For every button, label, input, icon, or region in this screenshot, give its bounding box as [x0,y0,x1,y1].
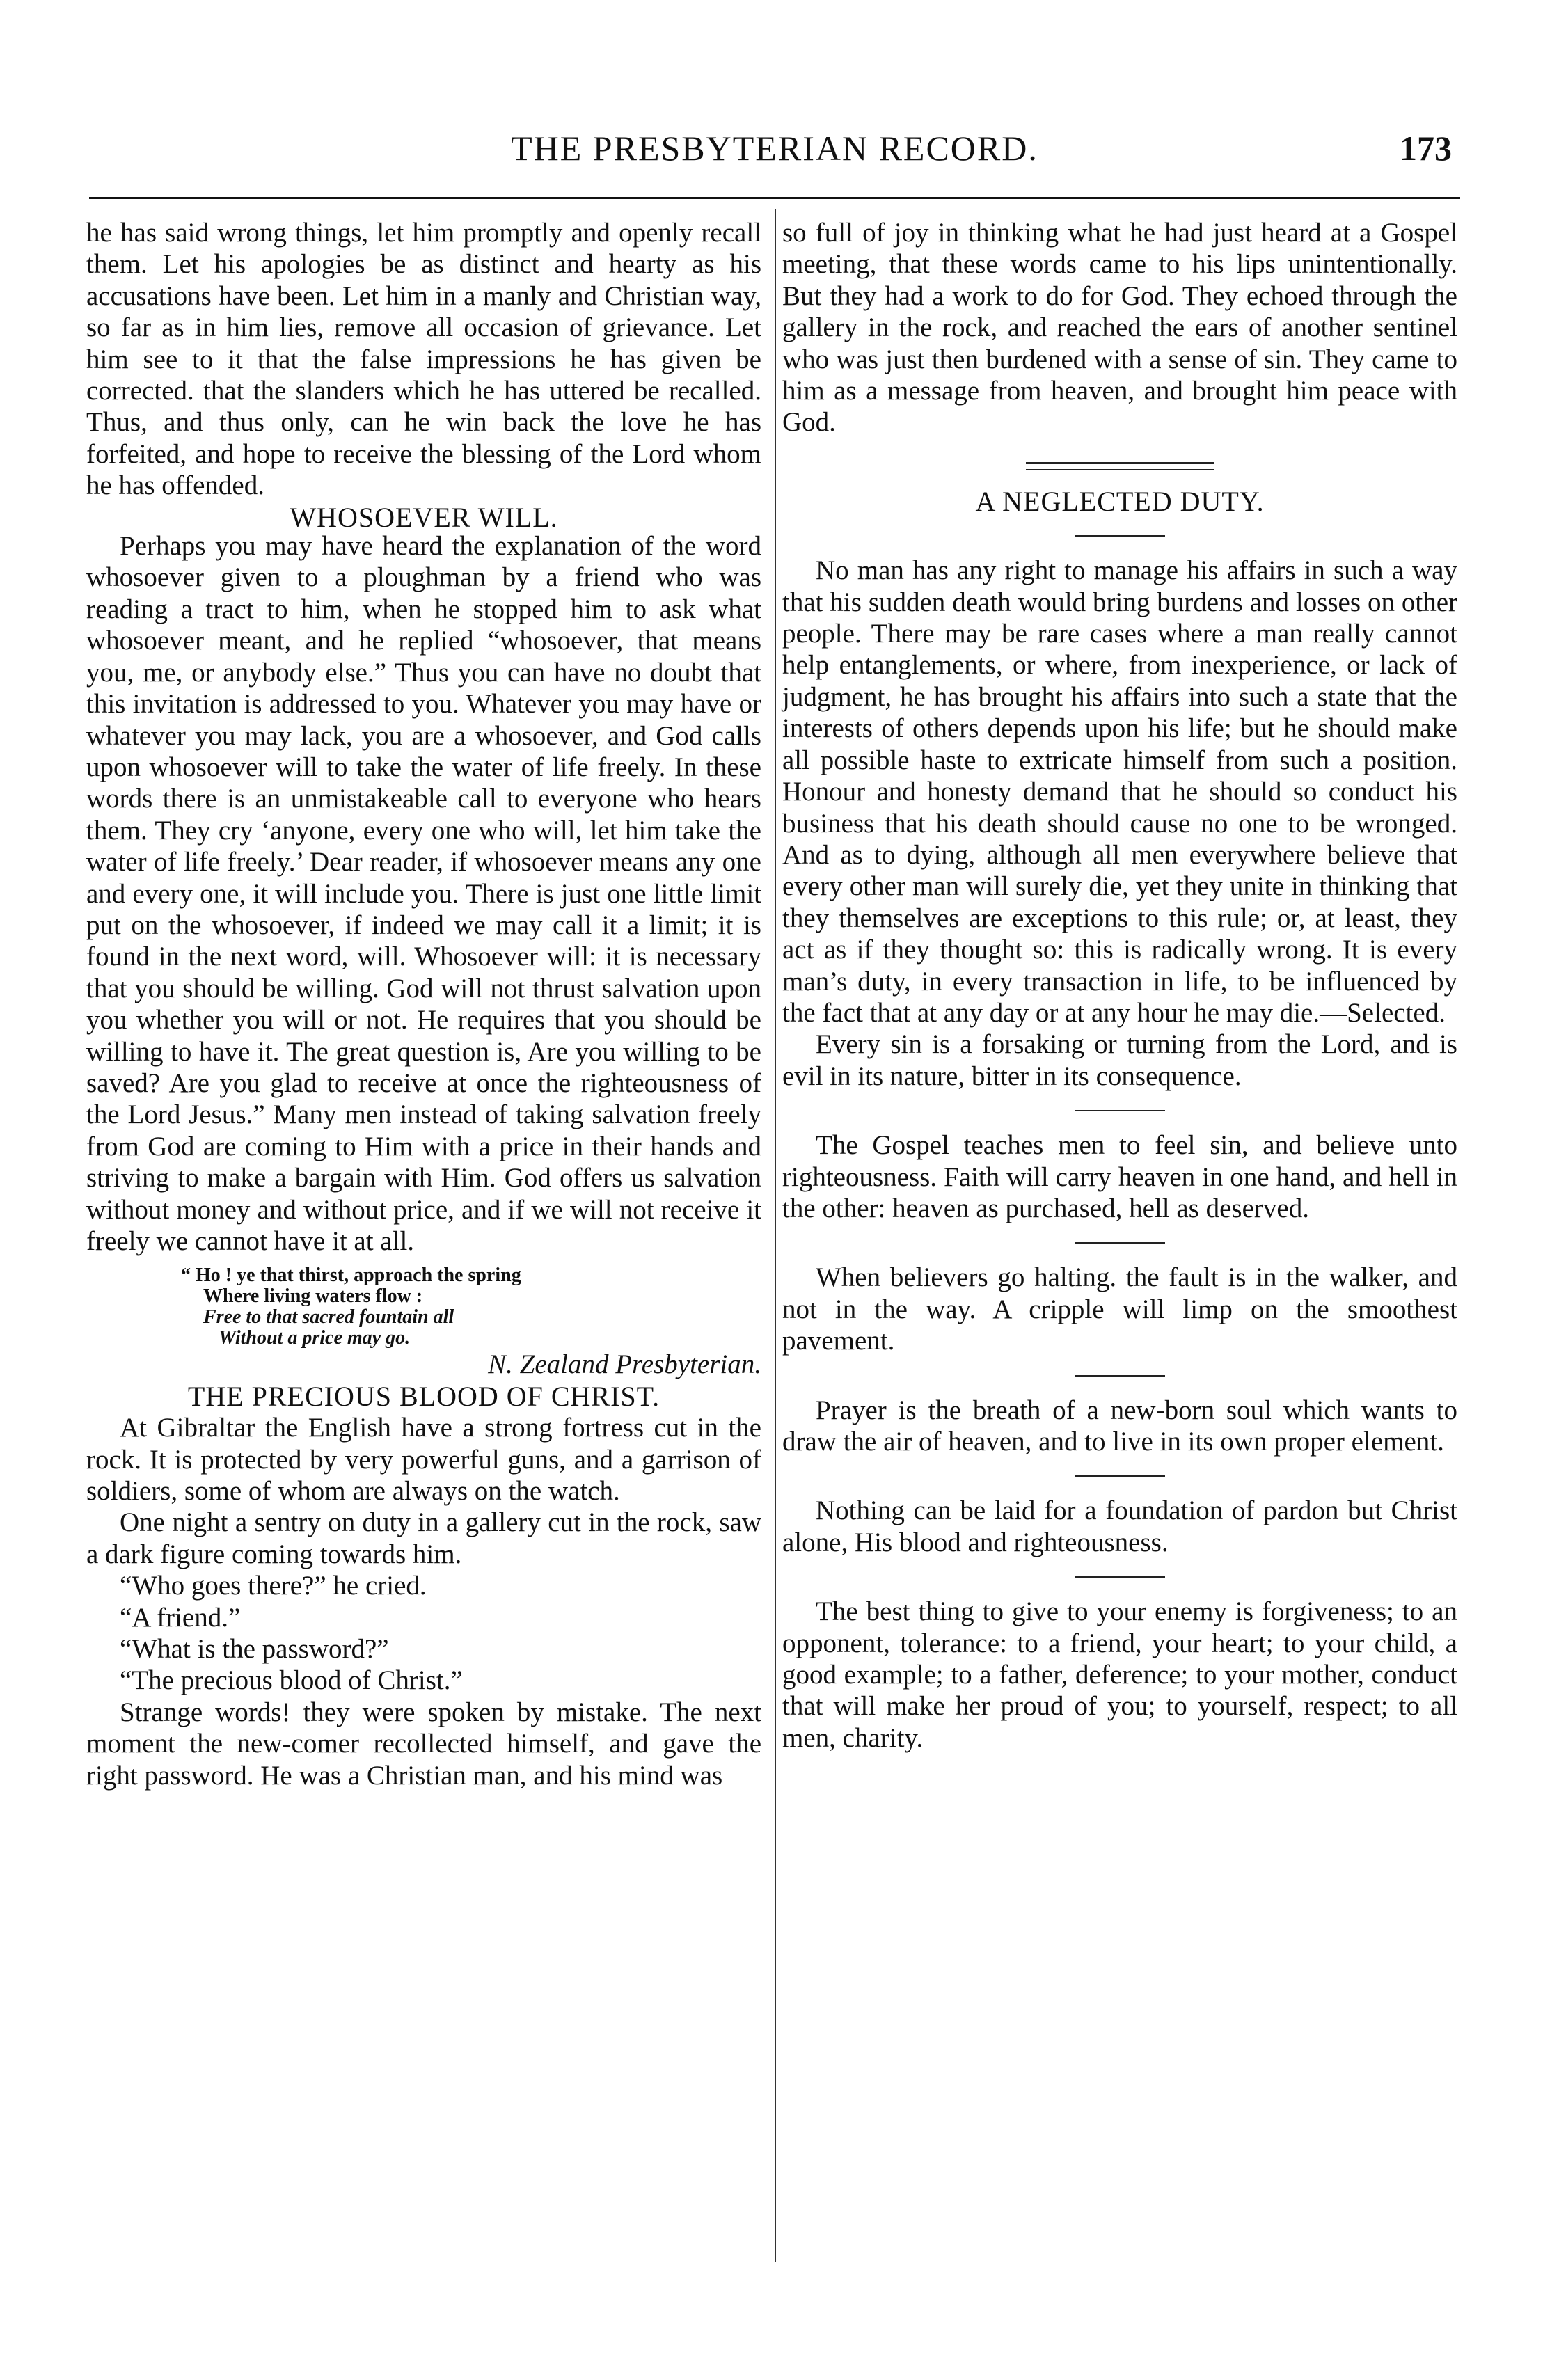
neglected-duty-paragraph: No man has any right to manage his affairs in such a way that his sudden death would bring burdens and losses on other people. There may be rare cases where a man really cannot help entanglements, or where, from inexperience, or lack of judgment, he has brought his affairs into such a state that the interests of others depends upon his life; but he should make all possible haste to extricate himself from such a position. Honour and honesty demand that he should so conduct his business that his death should cause no one to be wronged. And as to dying, although all men everywhere believe that every other man will surely die, yet they unite in thinking that they themselves are exceptions to this rule; or, at least, they act as if they thought so: this is radically wrong. It is every man’s duty, in every transaction in life, to be influenced by the fact that at any day or at any hour he may die.—Selected. [782,555,1457,1028]
believers-paragraph: When believers go halting. the fault is in the walker, and not in the way. A cripple will limp on the smoothest pavement. [782,1262,1457,1356]
mistake-paragraph: Strange words! they were spoken by mistake. The next moment the new-comer recollected himself, and gave the right password. He was a Christian man, and his mind was [86,1697,761,1791]
dialog-lines [86,1570,761,1697]
separator-rule [1075,1375,1165,1377]
separator-rule [1075,1475,1165,1477]
separator-rule [1075,1242,1165,1244]
gibraltar-paragraph: At Gibraltar the English have a strong fortress cut in the rock. It is protected by very powerful guns, and a garrison of soldiers, some of whom are always on the watch. [86,1413,761,1507]
separator-rule [1075,1110,1165,1111]
attribution: N. Zealand Presbyterian. [488,1349,761,1380]
verse-line: “ Ho ! ye that thirst, approach the spring [181,1264,521,1287]
prayer-paragraph: Prayer is the breath of a new-born soul which wants to draw the air of heaven, and to live in its own proper element. [782,1395,1457,1457]
best-thing-paragraph: The best thing to give to your enemy is forgiveness; to an opponent, tolerance: to a friend, your heart; to your child, a good example; to a father, deference; to your mother, conduct that will make her proud of you; to yourself, respect; to all men, charity. [782,1596,1457,1753]
sin-paragraph: Every sin is a forsaking or turning from the Lord, and is evil in its nature, bitter in its consequence. [782,1029,1457,1091]
dialog-line: “The precious blood of Christ.” [120,1665,463,1696]
masthead-title: THE PRESBYTERIAN RECORD. [511,129,1038,168]
continuation-paragraph: so full of joy in thinking what he had just heard at a Gospel meeting, that these words came to his lips unintentionally. But they had a work to do for God. They echoed through the gallery in the rock, and reached the ears of another sentinel who was just then burdened with a sense of sin. They came to him as a message from heaven, and brought him peace with God. [782,218,1457,438]
verse-line: Where living waters flow : [203,1285,423,1308]
separator-rule [1075,535,1165,537]
whosoever-heading: WHOSOEVER WILL. [290,501,558,533]
neglected-duty-heading: A NEGLECTED DUTY. [975,485,1265,517]
left-column [86,217,761,1791]
sentry-paragraph: One night a sentry on duty in a gallery cut in the rock, saw a dark figure coming towards him. [86,1507,761,1569]
section-double-rule [1026,462,1214,470]
gospel-paragraph: The Gospel teaches men to feel sin, and believe unto righteousness. Faith will carry heaven in one hand, and hell in the other: heaven as purchased, hell as deserved. [782,1130,1457,1223]
dialog-line: “A friend.” [120,1602,241,1633]
verse-line: Free to that sacred fountain all [203,1306,454,1328]
verse-line: Without a price may go. [219,1327,411,1349]
column-divider [775,209,776,2262]
header-rule [89,197,1460,199]
separator-rule [1075,1576,1165,1578]
precious-blood-heading: THE PRECIOUS BLOOD OF CHRIST. [187,1380,660,1412]
hymn-verse [86,1265,761,1349]
foundation-paragraph: Nothing can be laid for a foundation of pardon but Christ alone, His blood and righteousness. [782,1496,1457,1557]
intro-paragraph: he has said wrong things, let him promptly and openly recall them. Let his apologies be as distinct and hearty as his accusations have been. Let him in a manly and Christian way, so far as in him lies, remove all occasion of grievance. Let him see to it that the false impressions he has given be corrected. that the slanders which he has uttered be recalled. Thus, and thus only, can he win back the love he has forfeited, and hope to receive the blessing of the Lord whom he has offended. [86,218,761,501]
whosoever-paragraph: Perhaps you may have heard the explanation of the word whosoever given to a ploughman by a friend who was reading a tract to him, when he stopped him to ask what whosoever meant, and he replied “whosoever, that means you, me, or anybody else.” Thus you can have no doubt that this invitation is addressed to you. Whatever you may have or whatever you may lack, you are a whosoever, and God calls upon whosoever will to take the water of life freely. In these words there is an unmistakeable call to everyone who hears them. They cry ‘anyone, every one who will, let him take the water of life freely.’ Dear reader, if whosoever means any one and every one, it will include you. There is just one little limit put on the whosoever, if indeed we may call it a limit; it is found in the next word, will. Whosoever will: it is necessary that you should be willing. God will not thrust salvation upon you whether you will or not. He requires that you should be willing to have it. The great question is, Are you willing to be saved? Are you glad to receive at once the righteousness of the Lord Jesus.” Many men instead of taking salvation freely from God are coming to Him with a price in their hands and striving to make a bargain with Him. God offers us salvation without money and without price, and if we will not receive it freely we cannot have it at all. [86,531,761,1256]
dialog-line: “What is the password?” [120,1634,389,1665]
dialog-line: “Who goes there?” he cried. [120,1571,427,1601]
right-column [782,217,1457,1754]
page-number: 173 [1400,129,1452,168]
page-header [89,122,1460,171]
